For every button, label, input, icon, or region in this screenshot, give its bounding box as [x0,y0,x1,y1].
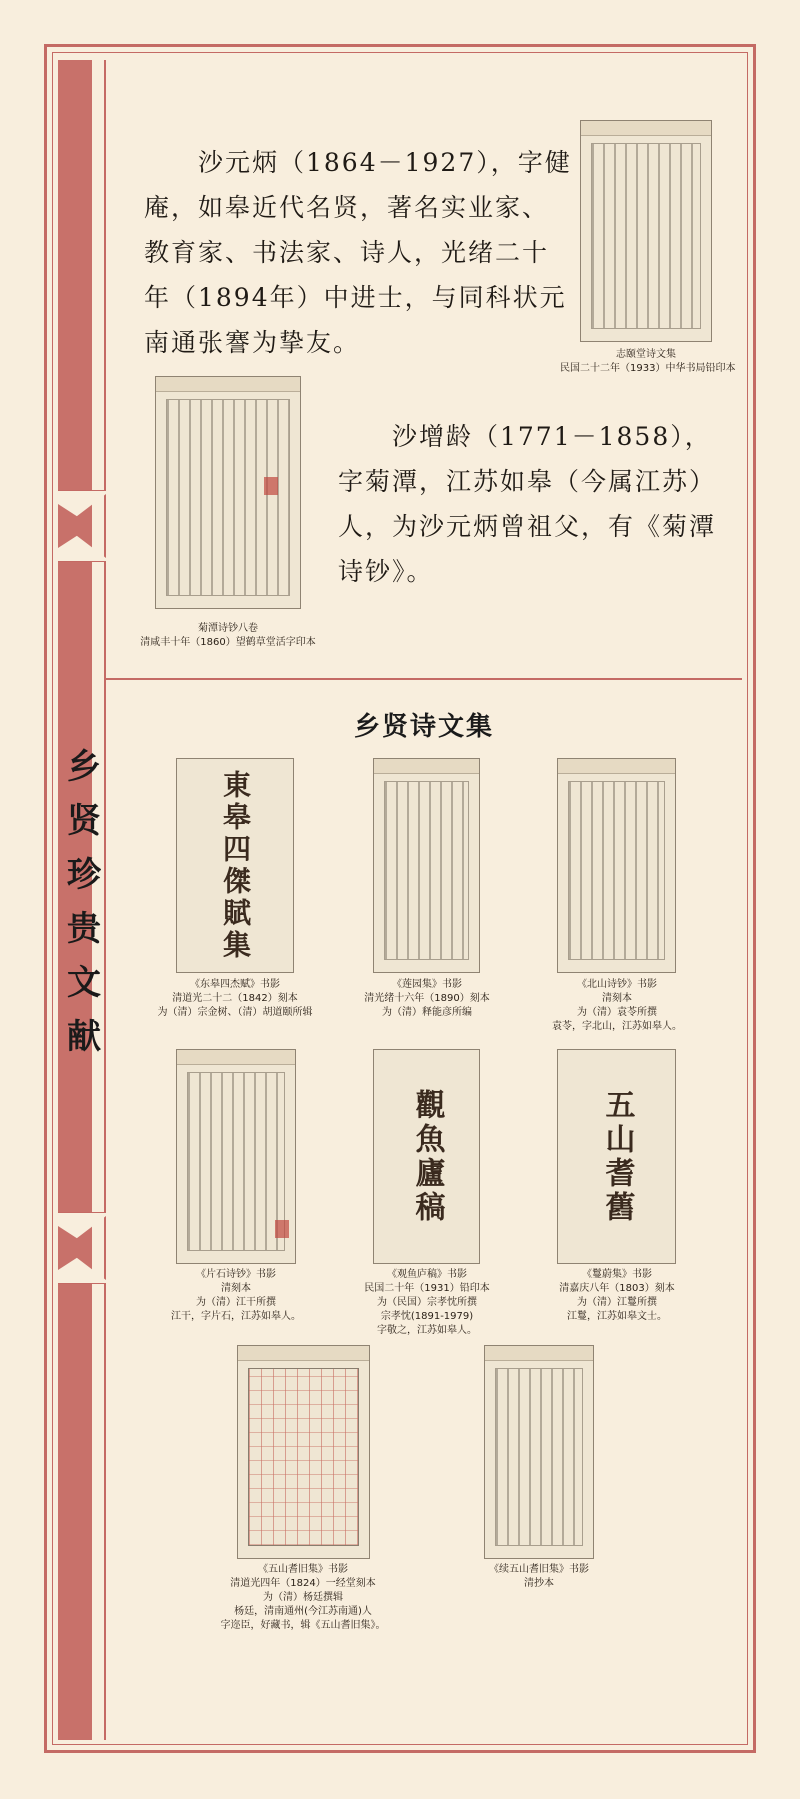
side-title-char: 献 [67,1017,101,1057]
caption-line: 菊潭诗钞八卷 [198,623,258,634]
side-rule [104,60,106,1740]
caption-line: 志颐堂诗文集 [616,349,676,360]
side-title-char: 乡 [67,747,101,787]
caption-line: 《五山耆旧集》书影 [258,1564,348,1575]
caption-line: 《鬘蔚集》书影 [582,1269,652,1280]
caption-line: 杨廷，清南通州(今江苏南通)人 [234,1606,372,1617]
caption-beishan [527,978,707,1034]
caption-line: 清咸丰十年（1860）望鹤草堂活字印本 [140,637,316,648]
book-image-jutan [155,376,301,609]
caption-line: 民国二十年（1931）铅印本 [364,1283,490,1294]
caption-donggao-sijie [145,978,325,1020]
caption-line: 为（清）江鬘所撰 [577,1297,657,1308]
caption-line: 《片石诗钞》书影 [196,1269,276,1280]
caption-line: 《续五山耆旧集》书影 [489,1564,589,1575]
side-notch-ornament [58,490,106,562]
caption-line: 为（清）杨廷撰辑 [263,1592,343,1603]
caption-guanyulu [337,1268,517,1338]
book-image-wushan-jiu [237,1345,370,1559]
caption-line: 《东皋四杰赋》书影 [190,979,280,990]
caption-line: 字敬之，江苏如皋人。 [377,1325,477,1336]
caption-line: 为（清）江干所撰 [196,1297,276,1308]
section-divider [106,678,742,680]
caption-line: 江干，字片石，江苏如皋人。 [171,1311,301,1322]
caption-lianyuan [337,978,517,1020]
caption-line: 《莲园集》书影 [392,979,462,990]
caption-line: 为（清）释能彦所编 [382,1007,472,1018]
book-image-xu-wushan [484,1345,594,1559]
book-image-lianyuan [373,758,480,973]
intro-paragraph-sha-yuanbing: 沙元炳（1864－1927），字健庵，如皋近代名贤，著名实业家、教育家、书法家、诗人，光绪二十年（1894年）中进士，与同科状元南通张謇为挚友。 [144,148,572,357]
caption-line: 清道光四年（1824）一经堂刻本 [230,1578,376,1589]
caption-line: 清嘉庆八年（1803）刻本 [559,1283,675,1294]
caption-line: 《北山诗钞》书影 [577,979,657,990]
caption-line: 清刻本 [602,993,632,1004]
side-title-char: 贵 [67,909,101,949]
caption-manwei [527,1268,707,1324]
caption-line: 清光绪十六年（1890）刻本 [364,993,490,1004]
side-title-char: 珍 [67,855,101,895]
side-title [64,740,104,1064]
book-image-manwei [557,1049,676,1264]
caption-wushan-jiu [203,1563,403,1633]
cover-title: 五山耆舊 [599,1088,635,1225]
caption-line: 宗孝忱(1891-1979) [380,1311,474,1322]
book-image-zhiyitang [580,120,712,342]
caption-line: 民国二十二年（1933）中华书局铅印本 [560,363,736,374]
side-title-char: 贤 [67,801,101,841]
side-title-char: 文 [67,963,101,1003]
caption-line: 清道光二十二（1842）刻本 [172,993,298,1004]
section-title: 乡贤诗文集 [353,712,494,742]
book-image-beishan [557,758,676,973]
caption-zhiyitang [560,348,736,376]
caption-line: 清刻本 [221,1283,251,1294]
book-image-guanyulu [373,1049,480,1264]
caption-line: 为（清）袁苓所撰 [577,1007,657,1018]
caption-line: 《观鱼庐稿》书影 [387,1269,467,1280]
caption-line: 江鬘，江苏如皋文士。 [567,1311,667,1322]
caption-line: 清抄本 [524,1578,554,1589]
book-image-pianshi [176,1049,296,1264]
caption-pianshi [146,1268,326,1324]
caption-line: 为（清）宗金树、（清）胡道颐所辑 [157,1007,313,1018]
intro-paragraph-sha-zengling: 沙增龄（1771－1858），字菊潭，江苏如皋（今属江苏）人，为沙元炳曾祖父，有《菊潭诗钞》。 [338,422,717,586]
book-image-donggao-sijie [176,758,294,973]
side-notch-ornament [58,1212,106,1284]
cover-title: 東皋四傑賦集 [219,769,252,962]
caption-line: 字迩臣，好藏书，辑《五山耆旧集》。 [220,1620,386,1631]
caption-xu-wushan [449,1563,629,1591]
cover-title: 觀魚廬稿 [409,1088,445,1225]
caption-jutan [128,622,328,650]
caption-line: 袁苓，字北山，江苏如皋人。 [552,1021,682,1032]
caption-line: 为（民国）宗孝忱所撰 [377,1297,477,1308]
